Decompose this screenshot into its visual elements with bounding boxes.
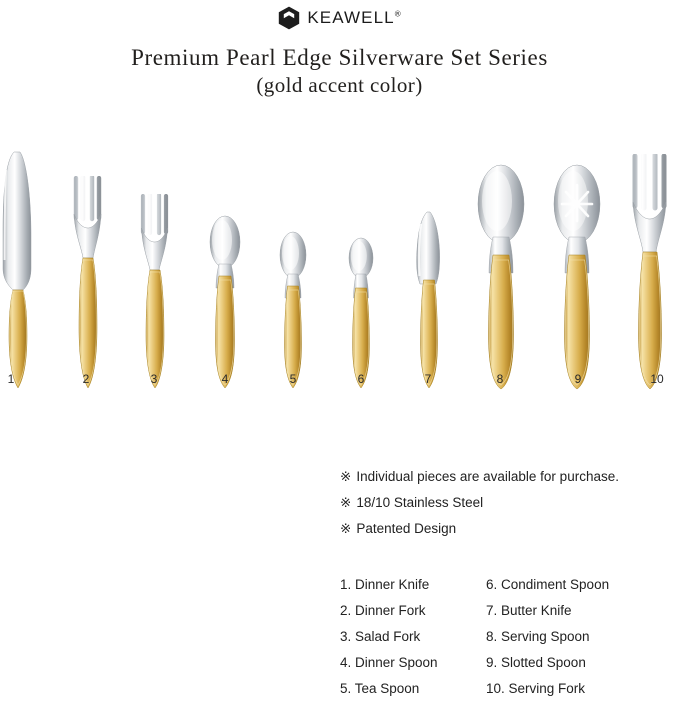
- legend-item: 6. Condiment Spoon: [486, 577, 610, 592]
- legend-item: 5. Tea Spoon: [340, 681, 420, 696]
- piece-dinner-spoon: [205, 214, 245, 390]
- piece-dinner-knife: [0, 150, 36, 390]
- legend-column-left: [340, 572, 486, 702]
- piece-condiment-spoon: [343, 236, 379, 390]
- note-item: [340, 516, 670, 542]
- piece-number: 1: [7, 372, 15, 386]
- piece-number: 3: [150, 372, 158, 386]
- piece-legend: [340, 572, 670, 702]
- note-item: [340, 490, 670, 516]
- note-mark-icon: ※: [340, 469, 352, 484]
- piece-number: 4: [221, 372, 229, 386]
- legend-item: 8. Serving Spoon: [486, 629, 590, 644]
- piece-number: 10: [650, 372, 664, 386]
- piece-number: 8: [496, 372, 504, 386]
- note-text: Individual pieces are available for purchase.: [356, 469, 619, 484]
- legend-item: 10. Serving Fork: [486, 681, 586, 696]
- legend-item: 4. Dinner Spoon: [340, 655, 438, 670]
- piece-slotted-spoon: [551, 163, 603, 390]
- cutlery-display: [0, 130, 679, 390]
- brand-header: [0, 6, 679, 30]
- note-mark-icon: ※: [340, 495, 352, 510]
- piece-number-row: [0, 372, 679, 390]
- note-item: [340, 464, 670, 490]
- legend-item: 3. Salad Fork: [340, 629, 421, 644]
- note-text: 18/10 Stainless Steel: [356, 495, 484, 510]
- brand-name: [307, 8, 400, 28]
- brand-registered-mark: ®: [394, 9, 401, 19]
- piece-butter-knife: [411, 210, 447, 390]
- legend-item: 1. Dinner Knife: [340, 577, 430, 592]
- legend-column-right: [486, 572, 670, 702]
- piece-number: 5: [289, 372, 297, 386]
- title-line-primary: Premium Pearl Edge Silverware Set Series: [131, 45, 548, 70]
- piece-serving-spoon: [475, 163, 527, 390]
- product-notes: [340, 464, 670, 542]
- piece-salad-fork: [138, 194, 172, 390]
- note-mark-icon: ※: [340, 521, 352, 536]
- legend-item: 7. Butter Knife: [486, 603, 572, 618]
- legend-item: 9. Slotted Spoon: [486, 655, 586, 670]
- piece-number: 7: [424, 372, 432, 386]
- note-text: Patented Design: [356, 521, 457, 536]
- piece-tea-spoon: [275, 230, 311, 390]
- piece-serving-fork: [628, 154, 672, 390]
- page-title: [0, 44, 679, 98]
- hexagon-logo-icon: [278, 6, 300, 30]
- piece-number: 2: [82, 372, 90, 386]
- piece-number: 9: [574, 372, 582, 386]
- brand-name-text: KEAWELL: [307, 8, 395, 27]
- title-line-secondary: (gold accent color): [256, 73, 423, 97]
- piece-dinner-fork: [70, 176, 106, 390]
- piece-number: 6: [357, 372, 365, 386]
- legend-item: 2. Dinner Fork: [340, 603, 426, 618]
